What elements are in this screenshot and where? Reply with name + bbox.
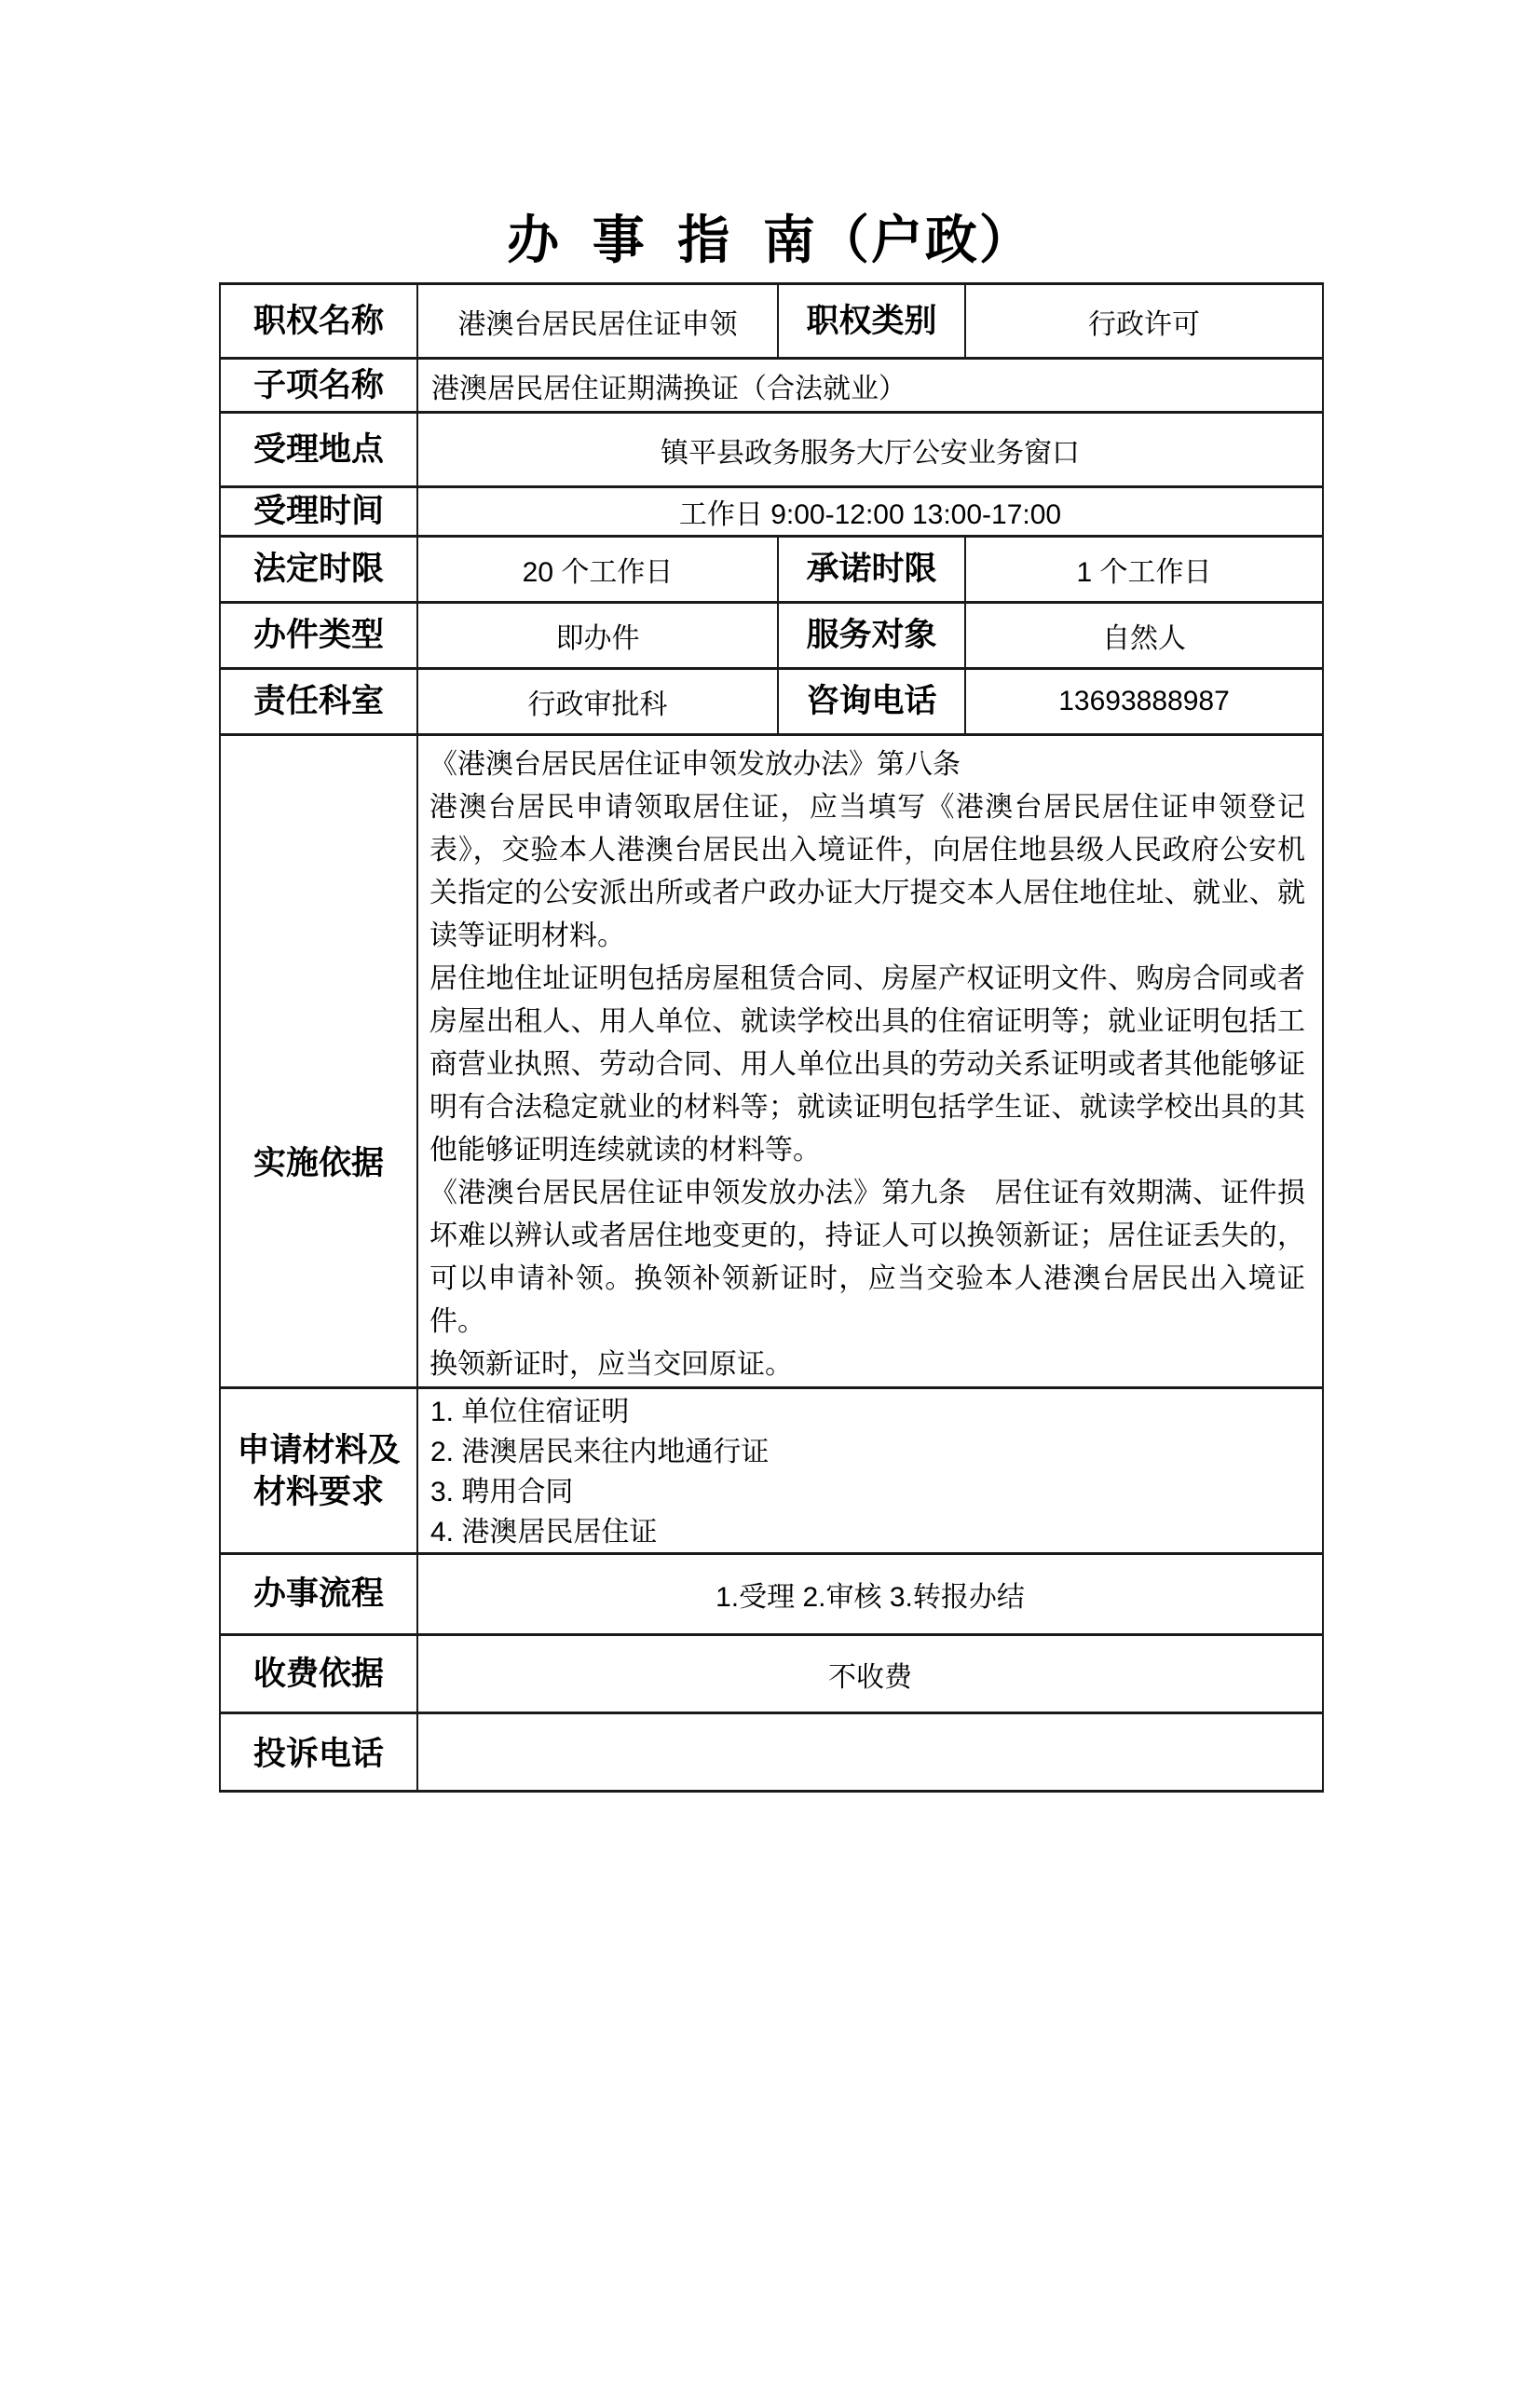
- application-materials-label-line1: 申请材料及: [237, 1431, 401, 1468]
- table-row: [220, 1388, 1323, 1554]
- promised-limit-label: 承诺时限: [778, 537, 965, 603]
- table-row: [220, 284, 1323, 359]
- table-row: [220, 537, 1323, 603]
- statutory-limit-value: 20 个工作日: [417, 537, 778, 603]
- list-item: 1. 单位住宿证明: [430, 1397, 630, 1427]
- application-materials-label: [220, 1388, 417, 1554]
- table-row: [220, 1713, 1323, 1792]
- responsible-dept-label: 责任科室: [220, 669, 417, 735]
- basis-paragraph: 《港澳台居民居住证申领发放办法》第八条: [429, 749, 961, 780]
- process-label: 办事流程: [220, 1554, 417, 1635]
- table-row: [220, 487, 1323, 537]
- application-materials-label-line2: 材料要求: [252, 1473, 384, 1510]
- accept-time-value: 工作日 9:00-12:00 13:00-17:00: [417, 487, 1323, 537]
- responsible-dept-value: 行政审批科: [417, 669, 778, 735]
- fee-basis-label: 收费依据: [220, 1635, 417, 1713]
- table-row: [220, 735, 1323, 1388]
- page-title: 办 事 指 南（户政）: [507, 211, 1033, 269]
- authority-name-value: 港澳台居民居住证申领: [417, 284, 778, 359]
- item-type-label: 办件类型: [220, 603, 417, 669]
- table-row: [220, 669, 1323, 735]
- complaint-phone-label: 投诉电话: [220, 1713, 417, 1792]
- basis-paragraph: 《港澳台居民居住证申领发放办法》第九条 居住证有效期满、证件损坏难以辨认或者居住地变更的，持证人可以换领新证；居住证丢失的，可以申请补领。换领补领新证时，应当交验本人港澳台居民出入境证件。: [429, 1178, 1305, 1337]
- list-item: 4. 港澳居民居住证: [430, 1517, 658, 1548]
- authority-type-label: 职权类别: [778, 284, 965, 359]
- list-item: 2. 港澳居民来往内地通行证: [430, 1437, 770, 1467]
- accept-location-value: 镇平县政务服务大厅公安业务窗口: [417, 413, 1323, 487]
- sub-item-label: 子项名称: [220, 359, 417, 413]
- table-row: [220, 1635, 1323, 1713]
- promised-limit-value: 1 个工作日: [965, 537, 1323, 603]
- table-row: [220, 359, 1323, 413]
- table-row: [220, 603, 1323, 669]
- complaint-phone-value: [417, 1713, 1323, 1792]
- sub-item-value: 港澳居民居住证期满换证（合法就业）: [417, 359, 1323, 413]
- application-materials-list: [417, 1388, 1323, 1554]
- basis-paragraph: 港澳台居民申请领取居住证，应当填写《港澳台居民居住证申领登记表》，交验本人港澳台居民出入境证件，向居住地县级人民政府公安机关指定的公安派出所或者户政办证大厅提交本人居住地住址、就业、就读等证明材料。: [429, 792, 1305, 951]
- service-guide-table: [219, 282, 1324, 1793]
- implementation-basis-value: [417, 735, 1323, 1388]
- authority-type-value: 行政许可: [965, 284, 1323, 359]
- process-value: 1.受理 2.审核 3.转报办结: [417, 1554, 1323, 1635]
- fee-basis-value: 不收费: [417, 1635, 1323, 1713]
- authority-name-label: 职权名称: [220, 284, 417, 359]
- accept-location-label: 受理地点: [220, 413, 417, 487]
- service-target-value: 自然人: [965, 603, 1323, 669]
- consult-phone-label: 咨询电话: [778, 669, 965, 735]
- basis-paragraph: 换领新证时，应当交回原证。: [429, 1349, 793, 1380]
- table-row: [220, 413, 1323, 487]
- consult-phone-value: 13693888987: [965, 669, 1323, 735]
- service-target-label: 服务对象: [778, 603, 965, 669]
- implementation-basis-label: 实施依据: [220, 735, 417, 1388]
- accept-time-label: 受理时间: [220, 487, 417, 537]
- item-type-value: 即办件: [417, 603, 778, 669]
- basis-paragraph: 居住地住址证明包括房屋租赁合同、房屋产权证明文件、购房合同或者房屋出租人、用人单位、就读学校出具的住宿证明等；就业证明包括工商营业执照、劳动合同、用人单位出具的劳动关系证明或者其他能够证明有合法稳定就业的材料等；就读证明包括学生证、就读学校出具的其他能够证明连续就读的材料等。: [429, 963, 1305, 1166]
- table-row: [220, 1554, 1323, 1635]
- list-item: 3. 聘用合同: [430, 1477, 574, 1507]
- statutory-limit-label: 法定时限: [220, 537, 417, 603]
